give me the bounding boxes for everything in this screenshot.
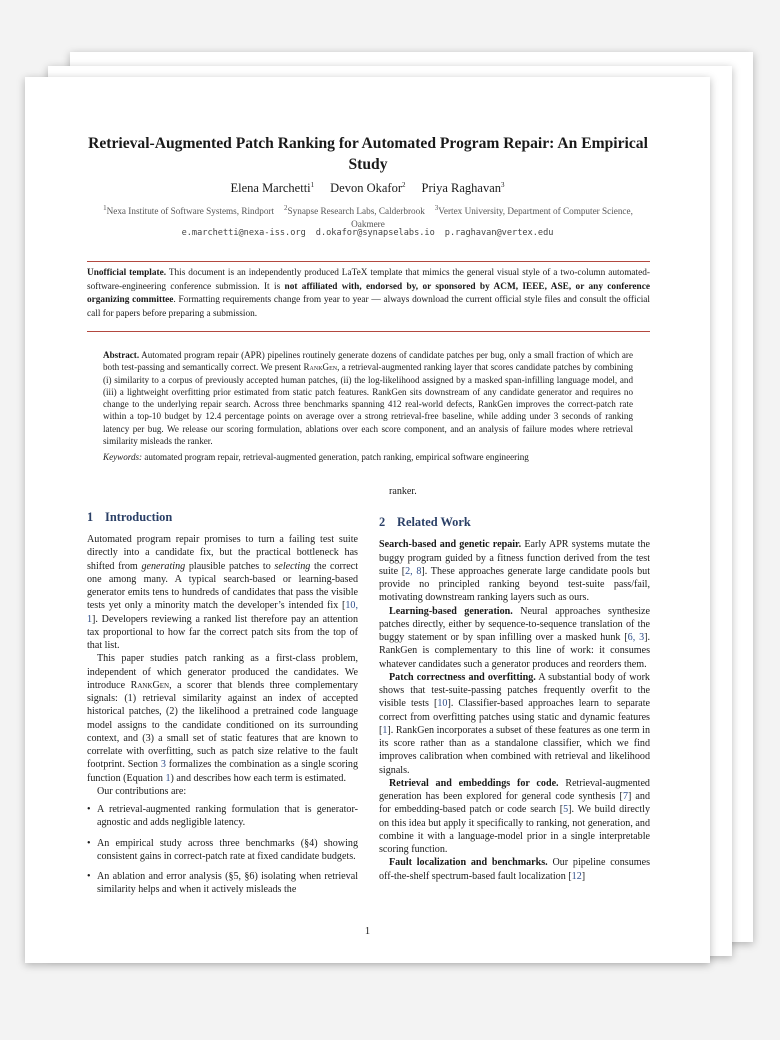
section-title: Related Work — [397, 515, 471, 530]
contributions-intro: Our contributions are: — [97, 785, 187, 797]
page-number: 1 — [364, 926, 371, 937]
keywords-label: Keywords: — [103, 452, 143, 462]
related-paragraph: Search-based and genetic repair. Early APR systems mutate the buggy program guided by a fitness function derived from the test suite [2, 8]. These approaches generate large candidate pools but provide no principled ranking beyond test-suite pass/fail, motivating downstream ranking layers such as ours. — [379, 539, 651, 604]
author-name: Devon Okafor — [330, 181, 403, 196]
section-number: 1 — [87, 510, 94, 524]
notice-lead: Unofficial template. — [87, 268, 167, 278]
affiliation-list — [87, 202, 649, 231]
affiliation: Vertex University, Department of Computer Science, Oakmere — [351, 206, 633, 230]
system-name: RankGen — [303, 362, 338, 373]
citation-link[interactable]: 1 — [382, 724, 388, 736]
intro-paragraph: This paper studies patch ranking as a first-class problem, independent of which generator produced the candidates. We introduce RankGen, a scorer that blends three complementary signals: (1) retrieval similarity against an index of accepted historical patches, (2) the likelihood a pretrained code language model assigns to the candidate conditioned on its surrounding context, and (3) a small set of static features that are known to correlate with overfitting, such as patch size relative to the fault footprint. Section 3 formalizes the combination as a single scoring function (Equation 1) and describes how each term is estimated. — [87, 653, 359, 784]
left-column — [87, 509, 358, 897]
section-number: 2 — [379, 515, 386, 530]
author-list — [25, 181, 710, 196]
list-item: • An ablation and error analysis (§5, §6) isolating when retrieval similarity helps and when it actively misleads the — [87, 871, 358, 896]
right-column — [379, 485, 650, 883]
notice-text: This document is an independently produced — [168, 268, 342, 278]
contribution-list — [87, 803, 358, 897]
author-name: Elena Marchetti — [230, 181, 311, 196]
latex-logo: LaTeX — [341, 268, 368, 278]
author-affil-sup: 1 — [310, 181, 315, 189]
author-email: e.marchetti@nexa-iss.org — [181, 228, 306, 238]
author-affil-sup: 3 — [501, 181, 505, 189]
abstract-text: , a retrieval-augmented ranking layer that scores candidate patches by combining (i) similarity to a corpus of previously accepted human patches, (ii) the log-likelihood assigned by a masked span-infilling language model, and (iii) a lightweight overfitting prior estimated from static patch features. RankGen sits downstream of any candidate generator and requires no change to the underlying repair search. Across three benchmarks spanning 412 real-world defects, RankGen improves the correct-patch rate within a top-10 budget by 12.4 percentage points on average over a strong retrieval-free baseline, while adding under 3 seconds of ranking latency per bug. We release our scoring formulation, ablations over each score component, and an analysis of failure modes where retrieval similarity misleads the ranker. — [103, 362, 633, 446]
intro-paragraph: Automated program repair promises to turn a failing test suite directly into a candidate fix, but the practical bottleneck has shifted from generating plausible patches to selecting the correct one among many. A typical search-based or learning-based generator emits tens to hundreds of candidates that pass the visible tests yet only a minority match the developer’s intended fix [10, 1]. Developers reviewing a ranked list therefore pay an attention tax proportional to how far the correct patch sits from the top of that list. — [87, 534, 358, 651]
affiliation: Nexa Institute of Software Systems, Rindport — [106, 206, 275, 217]
paper-page — [25, 77, 710, 963]
section-ref-link[interactable]: 3 — [160, 759, 166, 771]
abstract-text: Automated program repair (APR) pipelines routinely generate dozens of candidate patches per bug, only a small fraction of which are both test-passing and semantically correct. We present — [103, 350, 633, 373]
citation-link[interactable]: 10, 1 — [87, 600, 358, 625]
author-email: p.raghavan@vertex.edu — [444, 228, 554, 238]
related-paragraph: Learning-based generation. Neural approaches synthesize patches directly, either by sequence-to-sequence translation of the buggy statement or by span infilling over a masked hunk [6, 3]. RankGen is complementary to this line of work: it consumes whatever candidates such a generator produces and reorders them. — [379, 605, 651, 670]
notice-text: template that mimics the general visual style of a two-column automated-software-engineering conference submission. It is — [87, 268, 651, 292]
author-name: Priya Raghavan — [421, 181, 502, 196]
affil-sup: 1 — [103, 204, 107, 212]
abstract — [103, 349, 633, 447]
keywords-text: automated program repair, retrieval-augmented generation, patch ranking, empirical software engineering — [144, 452, 529, 462]
template-notice — [87, 267, 650, 321]
related-paragraph: Retrieval and embeddings for code. Retrieval-augmented generation has been explored for general code synthesis [7] and for embedding-based patch or code search [5]. We build directly on this idea but apply it specifically to ranking, not generation, and combine it with a language-model prior in a single interpretable scoring function. — [379, 777, 650, 855]
citation-link[interactable]: 2, 8 — [405, 565, 422, 577]
affil-sup: 3 — [434, 204, 439, 212]
notice-text: . Formatting requirements change from year to year — always download the current official style files and consult the official call for papers before preparing a submission. — [87, 295, 650, 319]
section-title: Introduction — [105, 510, 173, 524]
section-heading-introduction — [87, 509, 358, 525]
section-heading-related-work — [379, 514, 650, 530]
list-item: • An empirical study across three benchmarks (§4) showing consistent gains in correct-patch rate at fixed candidate budgets. — [87, 837, 358, 862]
paper-title: Retrieval-Augmented Patch Ranking for Automated Program Repair: An Empirical Study — [88, 135, 648, 173]
equation-ref-link[interactable]: 1 — [165, 772, 171, 784]
system-name: RankGen — [130, 679, 170, 691]
related-paragraph: Patch correctness and overfitting. A substantial body of work shows that test-suite-passing patches frequently overfit to the visible tests [10]. Classifier-based approaches learn to separate correct from overfitting patches using static and dynamic features [1]. RankGen incorporates a subset of these features as one term in its score rather than as a standalone classifier, which we find improves calibration when combined with retrieval and likelihood signals. — [379, 671, 650, 776]
affiliation: Synapse Research Labs, Calderbrook — [287, 206, 425, 217]
author-affil-sup: 2 — [402, 181, 406, 189]
notice-rule-top — [87, 261, 650, 262]
citation-link[interactable]: 6, 3 — [627, 632, 645, 643]
list-item: • A retrieval-augmented ranking formulation that is generator-agnostic and adds negligible latency. — [87, 804, 358, 829]
affil-sup: 2 — [284, 204, 288, 212]
related-paragraph: Fault localization and benchmarks. Our pipeline consumes off-the-shelf spectrum-based fault localization [12] — [379, 857, 651, 882]
list-item-continuation: ranker. — [389, 486, 417, 497]
citation-link[interactable]: 7 — [622, 791, 628, 802]
notice-rule-bottom — [87, 331, 650, 332]
citation-link[interactable]: 12 — [571, 870, 582, 882]
keywords — [103, 451, 633, 463]
citation-link[interactable]: 10 — [437, 698, 448, 710]
notice-disclaimer: not affiliated with, endorsed by, or sponsored by ACM, IEEE, ASE, or any conference organizing committee — [87, 281, 650, 306]
author-email: d.okafor@synapselabs.io — [315, 228, 435, 238]
email-list — [25, 228, 710, 238]
abstract-label: Abstract. — [103, 350, 140, 360]
citation-link[interactable]: 5 — [563, 804, 569, 816]
